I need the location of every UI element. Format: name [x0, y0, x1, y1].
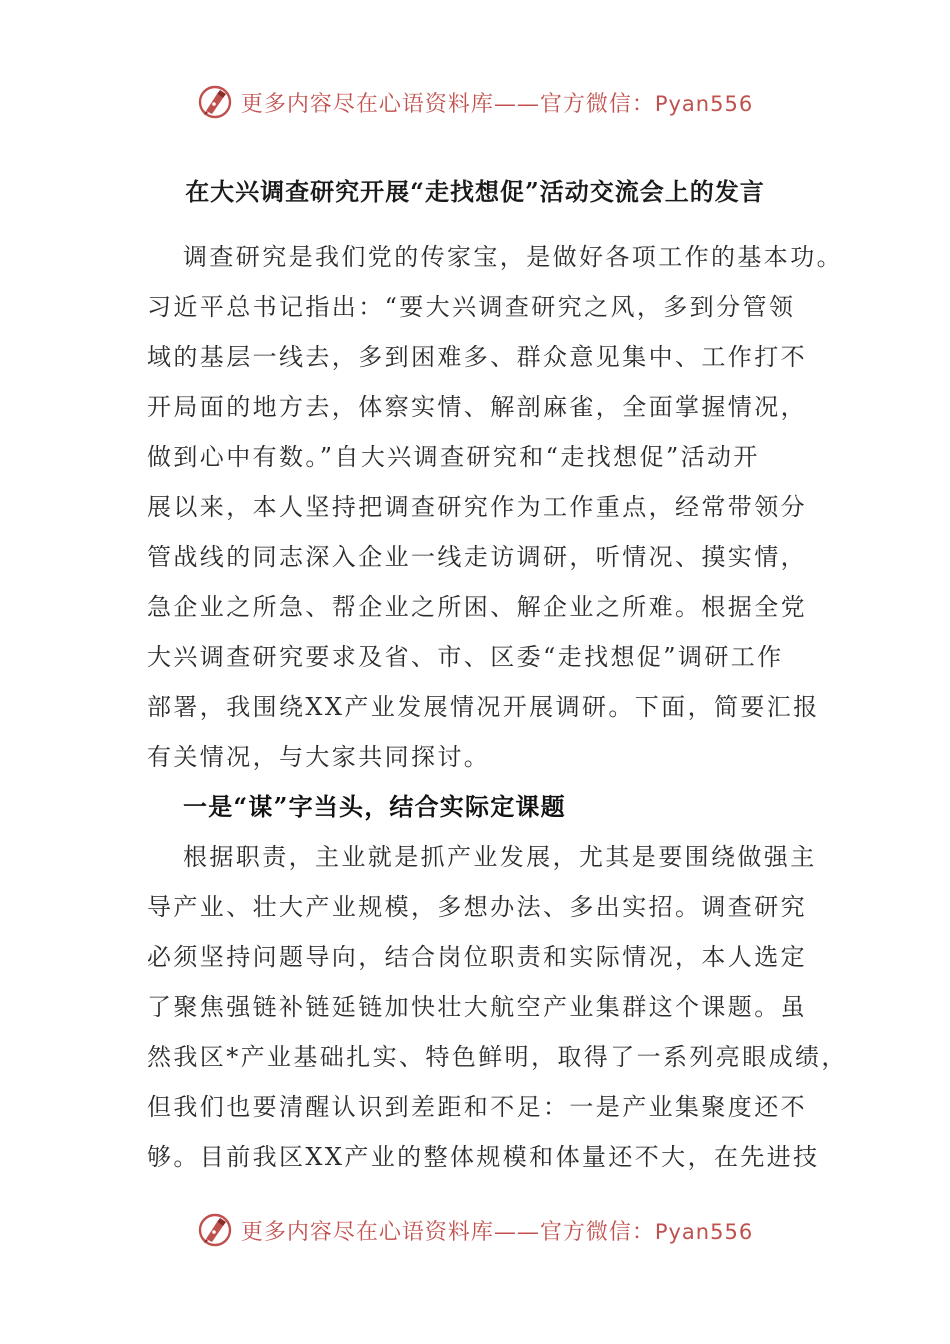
text-line: 导产业、壮大产业规模，多想办法、多出实招。调查研究	[147, 893, 807, 921]
footer-banner	[0, 1208, 950, 1252]
footer-banner-wechat-id: Pyan556	[654, 1219, 754, 1244]
text-line: 展以来，本人坚持把调查研究作为工作重点，经常带领分	[147, 493, 807, 521]
text-line: 有关情况，与大家共同探讨。	[147, 743, 491, 771]
paragraph-1	[147, 232, 843, 782]
footer-banner-slogan: 更多内容尽在心语资料库——官方微信：	[240, 1219, 655, 1245]
text-line: 然我区*产业基础扎实、特色鲜明，取得了一系列亮眼成绩，	[147, 1043, 848, 1071]
text-line: 管战线的同志深入企业一线走访调研，听情况、摸实情，	[147, 543, 807, 571]
text-line: 大兴调查研究要求及省、市、区委“走找想促”调研工作	[147, 643, 784, 671]
text-line: 必须坚持问题导向，结合岗位职责和实际情况，本人选定	[147, 943, 807, 971]
text-line: 但我们也要清醒认识到差距和不足：一是产业集聚度还不	[147, 1093, 807, 1121]
header-banner-slogan: 更多内容尽在心语资料库——官方微信：	[240, 91, 655, 117]
section-heading: 一是“谋”字当头，结合实际定课题	[183, 792, 566, 821]
text-line: 了聚焦强链补链延链加快壮大航空产业集群这个课题。虽	[147, 993, 807, 1021]
pen-nib-logo-icon	[197, 1212, 233, 1248]
text-line: 调查研究是我们党的传家宝，是做好各项工作的基本功。	[183, 243, 843, 271]
text-line: 习近平总书记指出：“要大兴调查研究之风，多到分管领	[147, 293, 796, 321]
text-line: 根据职责，主业就是抓产业发展，尤其是要围绕做强主	[183, 843, 817, 871]
footer-banner-text	[241, 1215, 753, 1246]
text-line: 急企业之所急、帮企业之所困、解企业之所难。根据全党	[147, 593, 807, 621]
document-body	[147, 232, 848, 1182]
pen-nib-logo-icon	[197, 84, 233, 120]
header-banner-wechat-id: Pyan556	[654, 91, 754, 116]
document-title: 在大兴调查研究开展“走找想促”活动交流会上的发言	[185, 177, 765, 206]
paragraph-2	[147, 832, 848, 1182]
header-banner	[0, 80, 950, 124]
text-line: 开局面的地方去，体察实情、解剖麻雀，全面掌握情况，	[147, 393, 807, 421]
text-line: 域的基层一线去，多到困难多、群众意见集中、工作打不	[147, 343, 807, 371]
text-line: 部署，我围绕XX产业发展情况开展调研。下面，简要汇报	[147, 693, 820, 721]
text-line: 够。目前我区XX产业的整体规模和体量还不大，在先进技	[147, 1143, 820, 1171]
header-banner-text	[241, 87, 753, 118]
text-line: 做到心中有数。”自大兴调查研究和“走找想促”活动开	[147, 443, 760, 471]
